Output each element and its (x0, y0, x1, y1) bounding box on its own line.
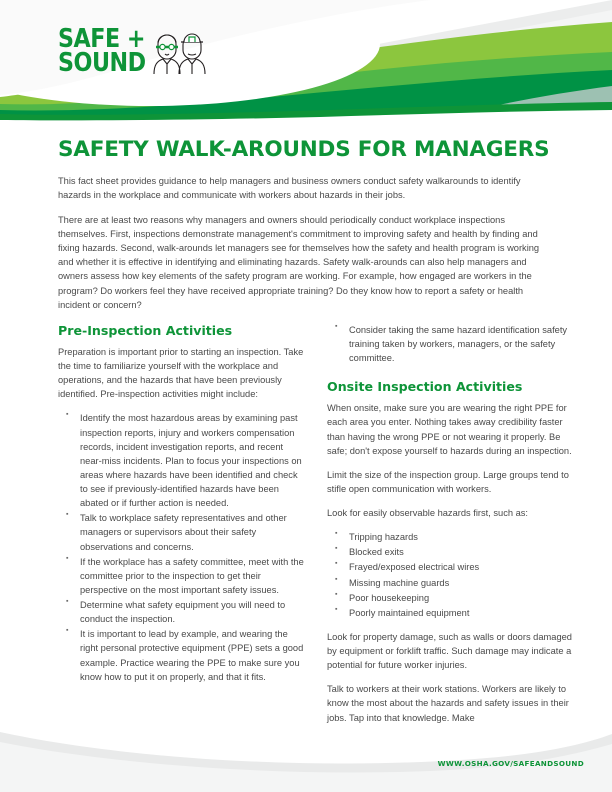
intro-section (58, 174, 554, 312)
pre-inspection-bullet-list (58, 411, 304, 683)
hazard-bullet-list (327, 530, 573, 620)
section-heading-pre-inspection: Pre-Inspection Activities (58, 322, 233, 338)
footer-wave-graphic (0, 722, 612, 792)
two-column-layout (58, 323, 586, 735)
pre-inspection-bullet-list-continued (327, 323, 573, 365)
list-item: ▪ Frayed/exposed electrical wires (327, 560, 573, 574)
logo-line-safe: SAFE + (58, 24, 146, 54)
list-item: ▪ Poorly maintained equipment (327, 606, 573, 620)
list-item: ▪ Missing machine guards (327, 576, 573, 590)
list-item: ▪ Identify the most hazardous areas by examining past inspection reports, injury and workers compensation records, incident investigation reports, and recent near-miss incidents. Plan to focus your inspections on areas where hazards have been identified and check to see if previously-identified hazards have been abated or if further action is needed. (58, 411, 304, 510)
page-title: SAFETY WALK-AROUNDS FOR MANAGERS (58, 137, 550, 162)
page-header (0, 0, 612, 122)
document-body (0, 122, 612, 735)
section-heading-onsite-inspection: Onsite Inspection Activities (327, 379, 523, 395)
list-item: ▪ Tripping hazards (327, 530, 573, 544)
onsite-paragraph: Look for easily observable hazards first, such as: (327, 508, 529, 518)
logo-line-sound: SOUND (58, 47, 146, 78)
logo-wordmark (58, 24, 150, 78)
list-item: ▪ Determine what safety equipment you will need to conduct the inspection. (58, 598, 304, 626)
intro-paragraph: This fact sheet provides guidance to help managers and business owners conduct safety walkarounds to identify hazards in the workplace and communicate with workers about hazards in their jobs. (58, 175, 521, 200)
intro-paragraph: There are at least two reasons why managers and owners should periodically conduct workplace inspections themselves. First, inspections demonstrate management's commitment to improving safety and health by finding and fixing hazards. Second, walk-arounds let managers see for themselves how the safety and health program is working and whether it is effective in identifying and eliminating hazards. Safety walk-arounds can also help managers and owners assess how key elements of the safety program are working. For example, how engaged are workers in the program? Do workers feel they have received appropriate training? Do they know how to report a safety or health incident or concern? (58, 214, 540, 310)
footer-url[interactable]: WWW.OSHA.GOV/SAFEANDSOUND (437, 759, 584, 768)
list-item: ▪ Poor housekeeping (327, 591, 573, 605)
list-item: ▪ It is important to lead by example, and wearing the right personal protective equipment (PPE) sets a good example. Practice wearing the PPE to make sure you know how to put it on properly, and that it fits. (58, 627, 304, 684)
list-item: ▪ Consider taking the same hazard identification safety training taken by workers, managers, or the safety committee. (327, 323, 573, 365)
two-workers-ppe-icon (152, 29, 208, 75)
list-item: ▪ Blocked exits (327, 545, 573, 559)
onsite-paragraph: Talk to workers at their work stations. Workers are likely to know the most about the hazards and safety issues in their jobs. Tap into that knowledge. Make (327, 684, 569, 723)
pre-inspection-intro: Preparation is important prior to starting an inspection. Take the time to familiarize yourself with the workplace and operations, and the hazards that have been previously identified. Pre-inspection activities might include: (58, 346, 304, 400)
right-column (327, 323, 573, 735)
list-item: ▪ Talk to workplace safety representatives and other managers or supervisors about their safety observations and concerns. (58, 511, 304, 553)
page-footer (0, 722, 612, 792)
left-column (58, 323, 304, 735)
onsite-paragraph: Limit the size of the inspection group. Large groups tend to stifle open communication with workers. (327, 469, 569, 494)
onsite-paragraph: Look for property damage, such as walls or doors damaged by equipment or forklift traffic. Such damage may indicate a potential for future worker injuries. (327, 631, 572, 671)
safe-and-sound-logo (58, 24, 208, 78)
onsite-paragraph: When onsite, make sure you are wearing the right PPE for each area you enter. Nothing takes away credibility faster than having the wrong PPE or not wearing it properly. Be safe; don't expose yourself to hazards during an inspection. (327, 403, 572, 456)
list-item: ▪ If the workplace has a safety committee, meet with the committee prior to the inspection to get their perspective on the most important safety issues. (58, 555, 304, 597)
